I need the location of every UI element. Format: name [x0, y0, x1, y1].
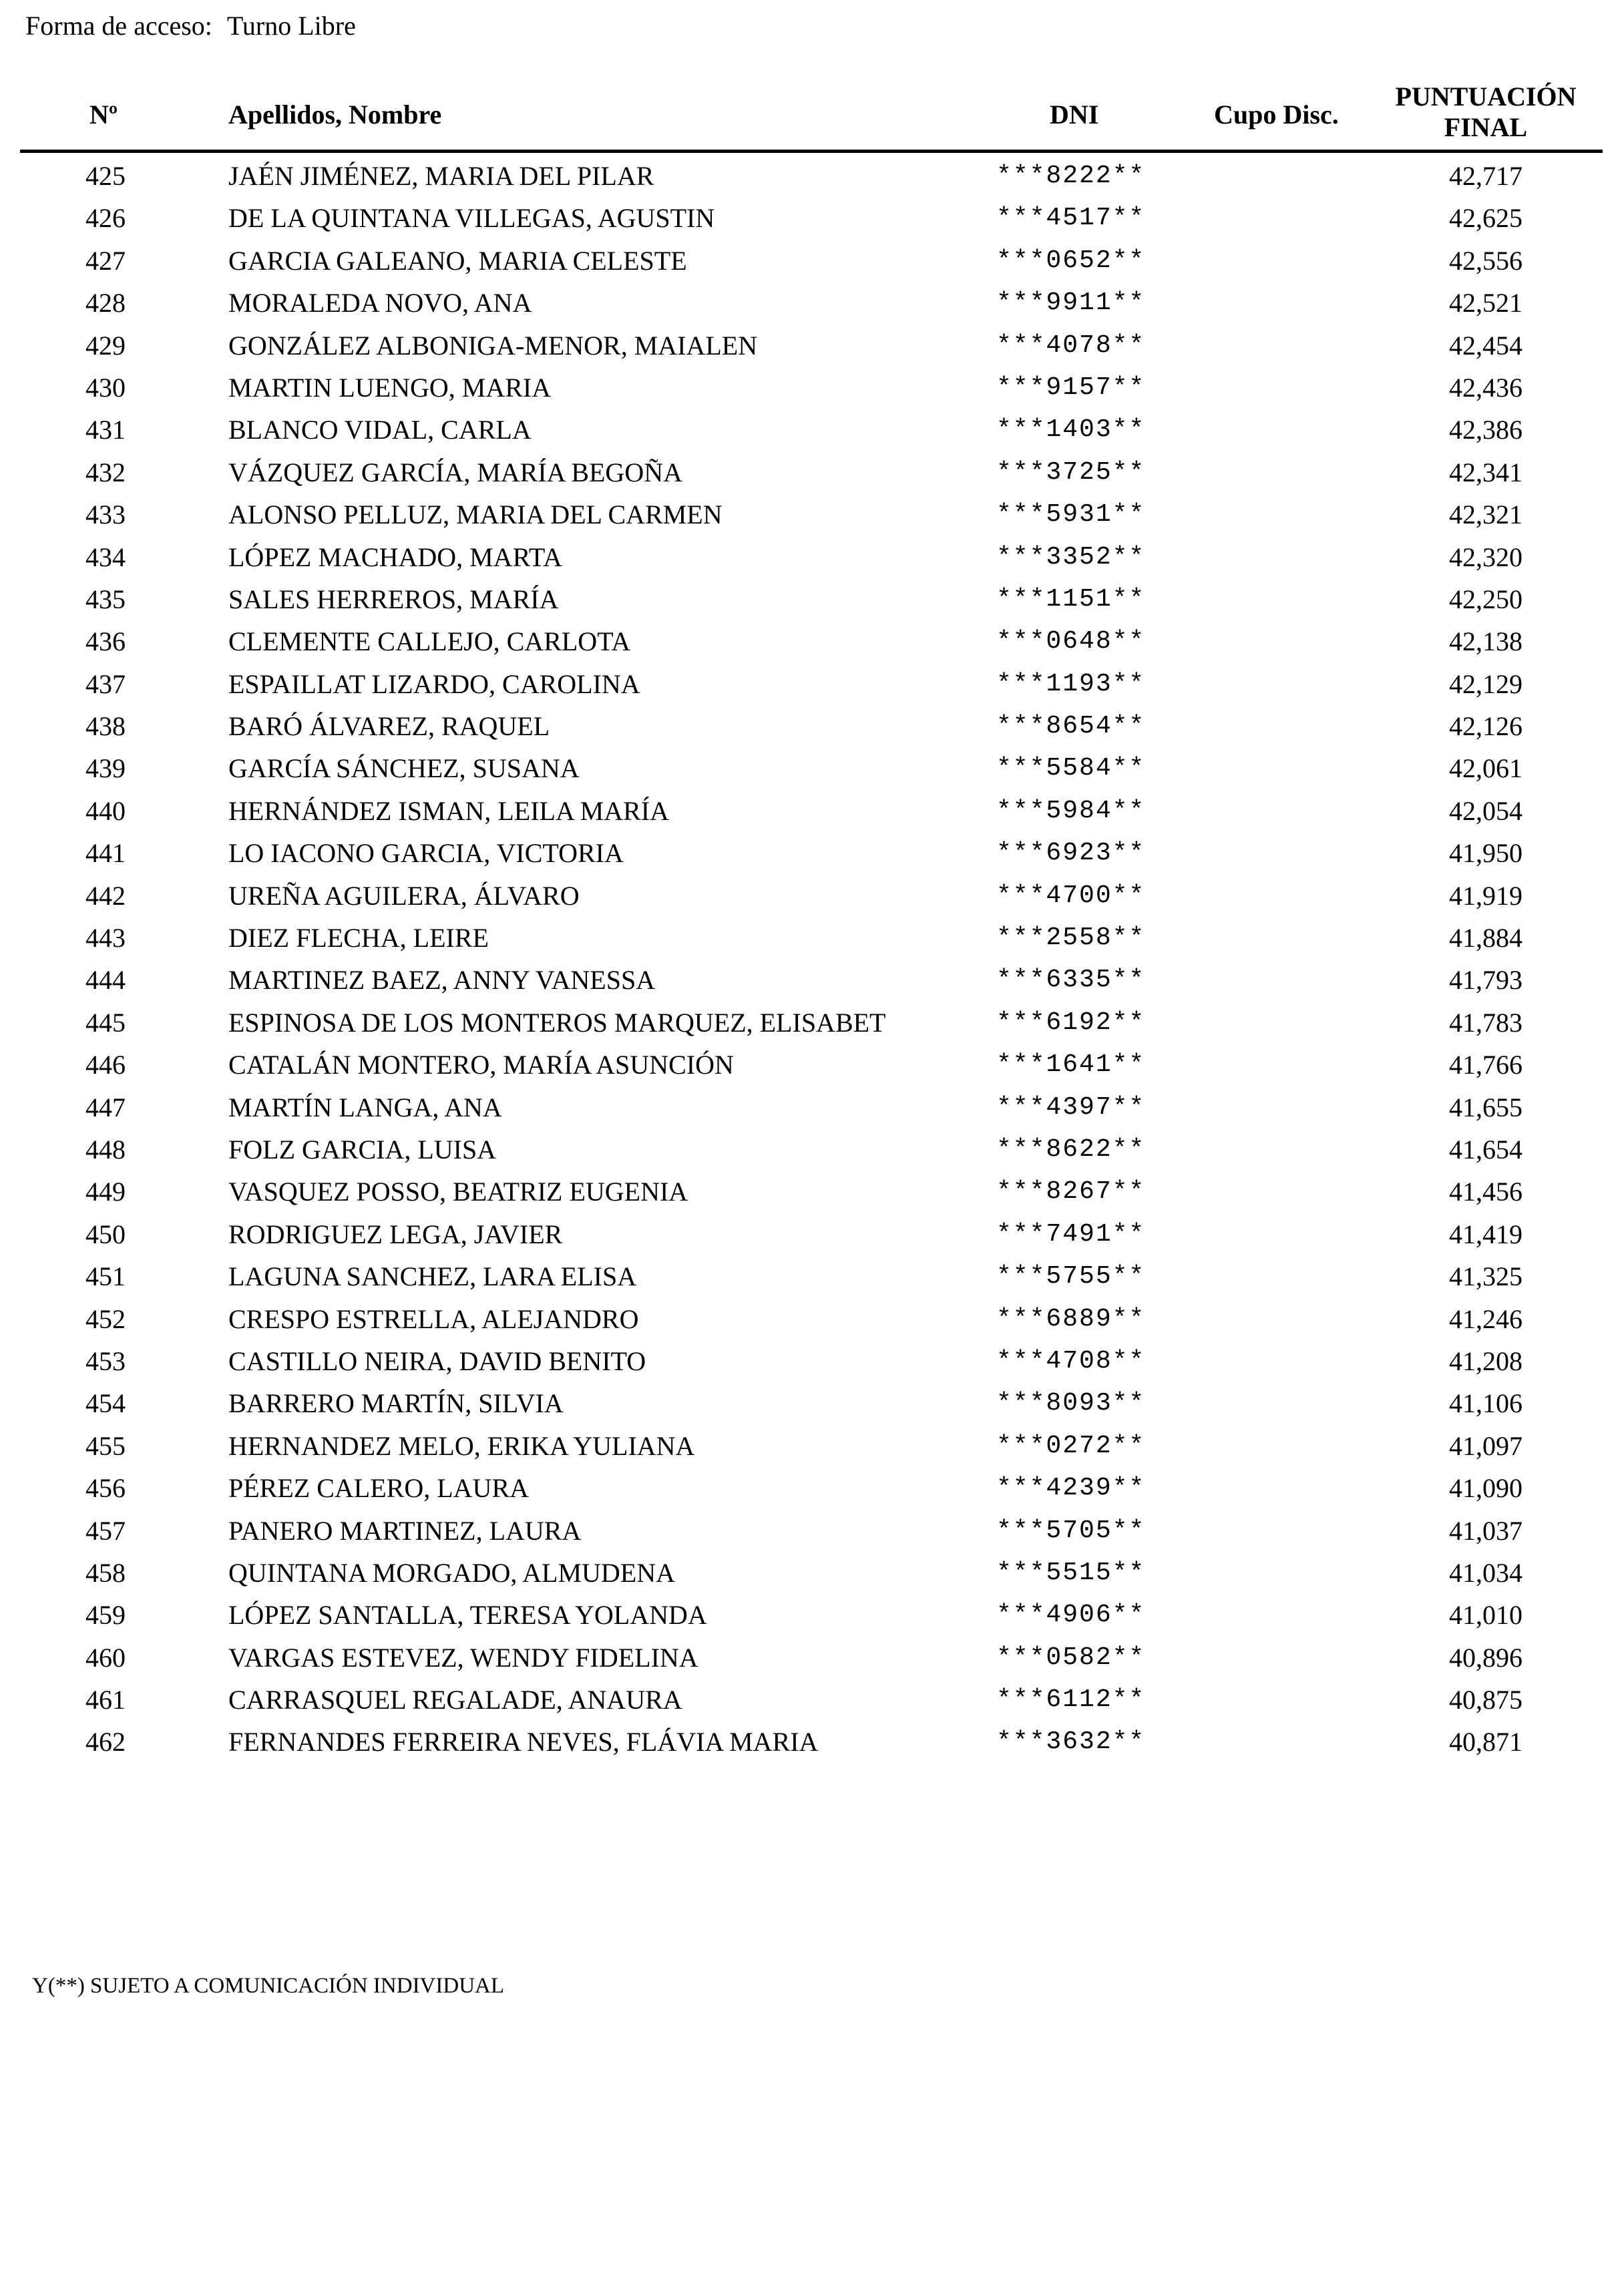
header-score: [1376, 81, 1596, 143]
row-name: SALES HERREROS, MARÍA: [228, 584, 559, 614]
row-score: 42,054: [1449, 795, 1522, 826]
row-dni: ***6923**: [996, 839, 1146, 868]
row-dni: ***5931**: [996, 500, 1146, 530]
row-score: 42,386: [1449, 415, 1522, 445]
row-number: 454: [85, 1388, 126, 1419]
row-number: 441: [85, 838, 126, 869]
row-name: ESPINOSA DE LOS MONTEROS MARQUEZ, ELISABET: [228, 1007, 886, 1038]
row-name: CRESPO ESTRELLA, ALEJANDRO: [228, 1303, 639, 1334]
access-line: [25, 9, 356, 43]
row-dni: ***8654**: [996, 712, 1146, 741]
table-row: [0, 917, 1624, 959]
row-dni: ***8267**: [996, 1177, 1146, 1207]
row-name: MARTÍN LANGA, ANA: [228, 1092, 502, 1122]
table-row: [0, 832, 1624, 874]
row-name: UREÑA AGUILERA, ÁLVARO: [228, 880, 580, 911]
row-name: BLANCO VIDAL, CARLA: [228, 415, 532, 445]
table-row: [0, 1128, 1624, 1171]
row-name: GONZÁLEZ ALBONIGA-MENOR, MAIALEN: [228, 330, 758, 361]
row-score: 42,717: [1449, 161, 1522, 191]
row-dni: ***9911**: [996, 288, 1146, 318]
table-row: [0, 1510, 1624, 1552]
row-dni: ***4906**: [996, 1601, 1146, 1630]
row-number: 440: [85, 795, 126, 826]
table-row: [0, 578, 1624, 620]
table-row: [0, 451, 1624, 493]
table-row: [0, 1637, 1624, 1679]
row-score: 41,919: [1449, 880, 1522, 911]
table-row: [0, 1467, 1624, 1509]
header-score-line2: FINAL: [1444, 112, 1528, 142]
row-number: 444: [85, 965, 126, 996]
row-score: 40,896: [1449, 1642, 1522, 1673]
row-name: MORALEDA NOVO, ANA: [228, 288, 532, 319]
row-dni: ***3725**: [996, 457, 1146, 487]
table-row: [0, 240, 1624, 282]
header-score-line1: PUNTUACIÓN: [1395, 81, 1577, 112]
row-dni: ***6335**: [996, 966, 1146, 995]
table-row: [0, 1086, 1624, 1128]
row-number: 432: [85, 457, 126, 487]
row-score: 41,106: [1449, 1388, 1522, 1419]
row-score: 42,320: [1449, 542, 1522, 572]
row-score: 41,037: [1449, 1515, 1522, 1546]
row-number: 433: [85, 499, 126, 530]
row-number: 456: [85, 1473, 126, 1504]
row-dni: ***8222**: [996, 162, 1146, 190]
footnote: Y(**) SUJETO A COMUNICACIÓN INDIVIDUAL: [32, 1974, 505, 1998]
header-rule: [20, 150, 1603, 153]
table-row: [0, 790, 1624, 832]
row-name: QUINTANA MORGADO, ALMUDENA: [228, 1557, 676, 1588]
row-name: RODRIGUEZ LEGA, JAVIER: [228, 1219, 563, 1249]
row-number: 447: [85, 1092, 126, 1122]
table-row: [0, 282, 1624, 324]
row-score: 41,655: [1449, 1092, 1522, 1122]
table-row: [0, 663, 1624, 705]
row-dni: ***4700**: [996, 881, 1146, 910]
table-row: [0, 1340, 1624, 1382]
row-dni: ***1193**: [996, 669, 1146, 698]
row-name: FERNANDES FERREIRA NEVES, FLÁVIA MARIA: [228, 1727, 819, 1757]
row-number: 451: [85, 1261, 126, 1292]
row-number: 437: [85, 668, 126, 699]
row-dni: ***0648**: [996, 627, 1146, 656]
row-score: 42,321: [1449, 499, 1522, 530]
table-row: [0, 1002, 1624, 1044]
table-row: [0, 197, 1624, 239]
row-dni: ***0652**: [996, 246, 1146, 275]
row-number: 435: [85, 584, 126, 614]
row-name: GARCIA GALEANO, MARIA CELESTE: [228, 245, 687, 276]
header-name: Apellidos, Nombre: [228, 99, 442, 130]
table-row: [0, 409, 1624, 451]
table-row: [0, 1171, 1624, 1213]
table-row: [0, 1425, 1624, 1467]
row-name: DE LA QUINTANA VILLEGAS, AGUSTIN: [228, 203, 715, 234]
row-name: HERNÁNDEZ ISMAN, LEILA MARÍA: [228, 795, 669, 826]
access-label: Forma de acceso:: [25, 11, 212, 41]
row-dni: ***0582**: [996, 1643, 1146, 1672]
row-name: MARTIN LUENGO, MARIA: [228, 372, 552, 403]
row-dni: ***5515**: [996, 1558, 1146, 1587]
table-row: [0, 705, 1624, 747]
row-name: CATALÁN MONTERO, MARÍA ASUNCIÓN: [228, 1050, 734, 1080]
row-number: 430: [85, 372, 126, 403]
row-dni: ***0272**: [996, 1431, 1146, 1460]
row-score: 42,138: [1449, 626, 1522, 657]
row-name: FOLZ GARCIA, LUISA: [228, 1134, 497, 1165]
row-name: GARCÍA SÁNCHEZ, SUSANA: [228, 753, 580, 784]
row-name: PANERO MARTINEZ, LAURA: [228, 1515, 582, 1546]
row-dni: ***3632**: [996, 1727, 1146, 1757]
row-score: 41,208: [1449, 1345, 1522, 1376]
row-number: 460: [85, 1642, 126, 1673]
row-score: 41,783: [1449, 1007, 1522, 1038]
row-dni: ***8093**: [996, 1389, 1146, 1418]
row-name: HERNANDEZ MELO, ERIKA YULIANA: [228, 1430, 695, 1461]
row-dni: ***8622**: [996, 1134, 1146, 1164]
row-dni: ***6192**: [996, 1008, 1146, 1037]
table-row: [0, 367, 1624, 409]
row-dni: ***1151**: [996, 584, 1146, 614]
row-dni: ***2558**: [996, 923, 1146, 953]
row-number: 442: [85, 880, 126, 911]
row-dni: ***6889**: [996, 1304, 1146, 1333]
row-score: 41,793: [1449, 965, 1522, 996]
table-row: [0, 959, 1624, 1001]
header-num: Nº: [89, 99, 118, 130]
row-name: VASQUEZ POSSO, BEATRIZ EUGENIA: [228, 1177, 688, 1207]
row-name: LO IACONO GARCIA, VICTORIA: [228, 838, 624, 869]
row-number: 427: [85, 245, 126, 276]
row-score: 41,456: [1449, 1177, 1522, 1207]
row-score: 41,034: [1449, 1557, 1522, 1588]
row-number: 453: [85, 1345, 126, 1376]
row-name: MARTINEZ BAEZ, ANNY VANESSA: [228, 965, 656, 996]
table-row: [0, 1552, 1624, 1594]
row-name: ESPAILLAT LIZARDO, CAROLINA: [228, 668, 640, 699]
row-dni: ***1641**: [996, 1050, 1146, 1080]
header-cupo: Cupo Disc.: [1214, 99, 1339, 130]
row-name: CARRASQUEL REGALADE, ANAURA: [228, 1685, 682, 1715]
table-row: [0, 1679, 1624, 1721]
row-score: 42,625: [1449, 203, 1522, 234]
row-number: 436: [85, 626, 126, 657]
row-dni: ***5705**: [996, 1516, 1146, 1545]
row-score: 41,419: [1449, 1219, 1522, 1249]
table-row: [0, 493, 1624, 536]
row-score: 41,090: [1449, 1473, 1522, 1504]
row-name: DIEZ FLECHA, LEIRE: [228, 923, 489, 954]
row-score: 42,250: [1449, 584, 1522, 614]
row-number: 439: [85, 753, 126, 784]
table-header: [0, 81, 1624, 148]
row-name: ALONSO PELLUZ, MARIA DEL CARMEN: [228, 499, 723, 530]
row-name: CLEMENTE CALLEJO, CARLOTA: [228, 626, 631, 657]
row-dni: ***7491**: [996, 1219, 1146, 1249]
row-dni: ***5584**: [996, 754, 1146, 783]
row-score: 42,129: [1449, 668, 1522, 699]
row-score: 41,884: [1449, 923, 1522, 954]
row-name: VÁZQUEZ GARCÍA, MARÍA BEGOÑA: [228, 457, 682, 487]
row-number: 450: [85, 1219, 126, 1249]
row-dni: ***4397**: [996, 1092, 1146, 1122]
table-row: [0, 747, 1624, 789]
row-dni: ***6112**: [996, 1685, 1146, 1715]
row-number: 438: [85, 711, 126, 742]
row-dni: ***5984**: [996, 796, 1146, 825]
row-score: 42,454: [1449, 330, 1522, 361]
row-name: BARÓ ÁLVAREZ, RAQUEL: [228, 711, 550, 742]
row-number: 459: [85, 1600, 126, 1631]
row-score: 40,875: [1449, 1685, 1522, 1715]
row-name: LÓPEZ MACHADO, MARTA: [228, 542, 562, 572]
row-name: PÉREZ CALERO, LAURA: [228, 1473, 529, 1504]
row-number: 443: [85, 923, 126, 954]
row-number: 445: [85, 1007, 126, 1038]
row-score: 42,521: [1449, 288, 1522, 319]
row-number: 452: [85, 1303, 126, 1334]
row-name: BARRERO MARTÍN, SILVIA: [228, 1388, 564, 1419]
row-number: 425: [85, 161, 126, 191]
header-dni: DNI: [1050, 99, 1099, 130]
table-row: [0, 1382, 1624, 1424]
row-name: CASTILLO NEIRA, DAVID BENITO: [228, 1345, 646, 1376]
row-number: 446: [85, 1050, 126, 1080]
row-dni: ***9157**: [996, 373, 1146, 402]
row-dni: ***4708**: [996, 1346, 1146, 1376]
row-score: 40,871: [1449, 1727, 1522, 1757]
row-score: 41,654: [1449, 1134, 1522, 1165]
row-number: 462: [85, 1727, 126, 1757]
row-score: 42,061: [1449, 753, 1522, 784]
row-name: LAGUNA SANCHEZ, LARA ELISA: [228, 1261, 637, 1292]
table-row: [0, 1594, 1624, 1636]
row-number: 458: [85, 1557, 126, 1588]
row-score: 41,766: [1449, 1050, 1522, 1080]
row-dni: ***1403**: [996, 415, 1146, 445]
row-number: 434: [85, 542, 126, 572]
row-dni: ***4239**: [996, 1474, 1146, 1503]
row-number: 426: [85, 203, 126, 234]
table-row: [0, 1255, 1624, 1297]
table-row: [0, 620, 1624, 662]
table-row: [0, 325, 1624, 367]
table-row: [0, 1044, 1624, 1086]
row-dni: ***4078**: [996, 331, 1146, 360]
row-dni: ***5755**: [996, 1262, 1146, 1291]
row-score: 41,097: [1449, 1430, 1522, 1461]
row-score: 42,341: [1449, 457, 1522, 487]
row-dni: ***4517**: [996, 204, 1146, 233]
access-value: Turno Libre: [226, 11, 356, 41]
row-score: 42,436: [1449, 372, 1522, 403]
row-dni: ***3352**: [996, 542, 1146, 572]
row-number: 429: [85, 330, 126, 361]
row-score: 41,010: [1449, 1600, 1522, 1631]
table-row: [0, 155, 1624, 197]
table-row: [0, 1298, 1624, 1340]
table-body: [0, 155, 1624, 1764]
row-number: 449: [85, 1177, 126, 1207]
row-number: 431: [85, 415, 126, 445]
row-name: VARGAS ESTEVEZ, WENDY FIDELINA: [228, 1642, 698, 1673]
row-number: 457: [85, 1515, 126, 1546]
row-number: 428: [85, 288, 126, 319]
row-number: 461: [85, 1685, 126, 1715]
table-row: [0, 1721, 1624, 1763]
table-row: [0, 1213, 1624, 1255]
table-row: [0, 536, 1624, 578]
row-name: LÓPEZ SANTALLA, TERESA YOLANDA: [228, 1600, 707, 1631]
row-score: 42,556: [1449, 245, 1522, 276]
row-score: 42,126: [1449, 711, 1522, 742]
row-name: JAÉN JIMÉNEZ, MARIA DEL PILAR: [228, 161, 654, 191]
row-score: 41,325: [1449, 1261, 1522, 1292]
row-score: 41,950: [1449, 838, 1522, 869]
row-score: 41,246: [1449, 1303, 1522, 1334]
row-number: 455: [85, 1430, 126, 1461]
table-row: [0, 875, 1624, 917]
row-number: 448: [85, 1134, 126, 1165]
